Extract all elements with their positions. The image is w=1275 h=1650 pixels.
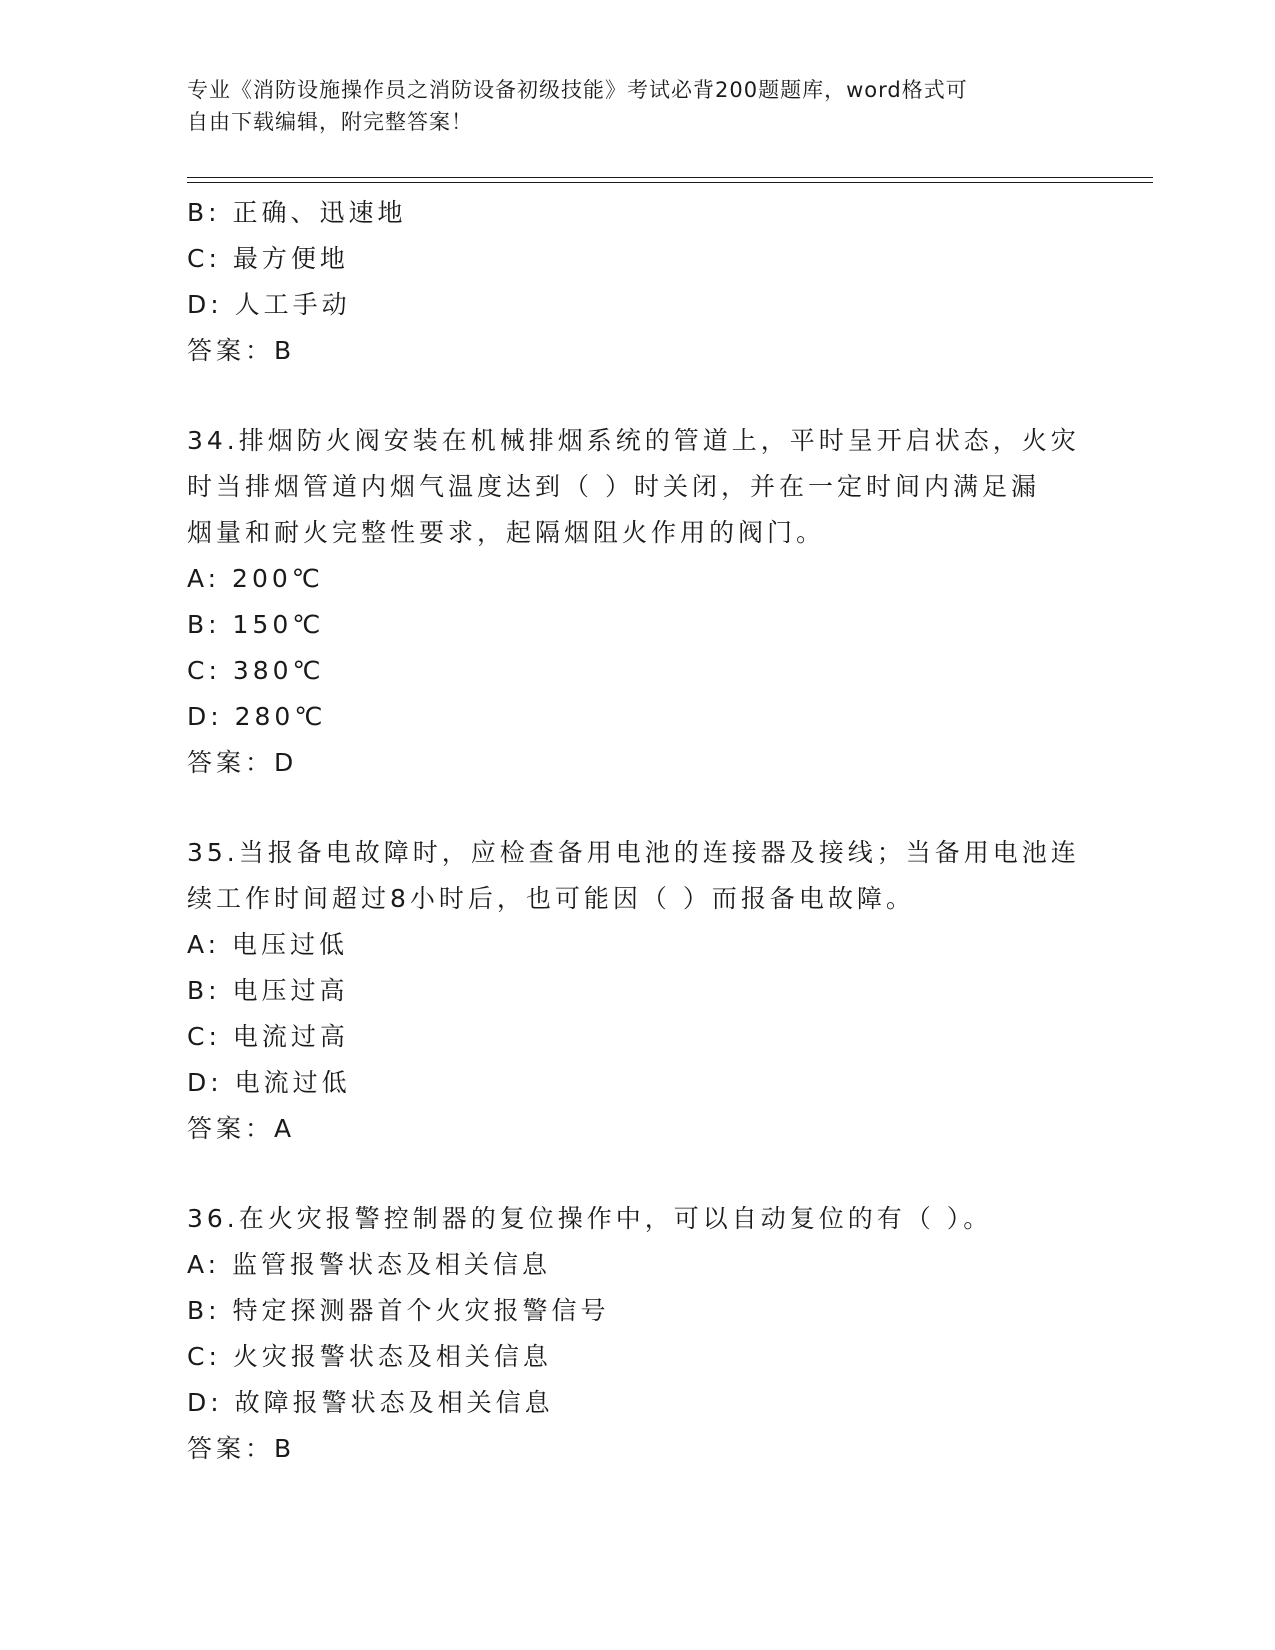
header-line-2: 自由下载编辑，附完整答案！ xyxy=(187,110,473,134)
question-stem xyxy=(187,418,1087,556)
header-rule-top xyxy=(187,177,1153,178)
answer-line: 答案：D xyxy=(187,748,298,777)
option-c: C: 电流过高 xyxy=(187,1022,349,1051)
option-d: D: 故障报警状态及相关信息 xyxy=(187,1388,554,1417)
document-header xyxy=(187,74,1087,138)
header-line-1: 专业《消防设施操作员之消防设备初级技能》考试必背200题题库，word格式可 xyxy=(187,78,968,102)
question-stem xyxy=(187,1196,1087,1242)
option-b: B: 特定探测器首个火灾报警信号 xyxy=(187,1296,610,1325)
stem-line: 续工作时间超过8小时后，也可能因（ ）而报备电故障。 xyxy=(187,884,915,913)
option-a: A: 电压过低 xyxy=(187,930,349,959)
document-body xyxy=(187,190,1087,1472)
header-rule-bottom xyxy=(187,182,1153,183)
answer-line: 答案：B xyxy=(187,336,296,365)
option-b: B: 正确、迅速地 xyxy=(187,198,407,227)
question-33-continued xyxy=(187,190,1087,374)
option-c: C: 火灾报警状态及相关信息 xyxy=(187,1342,552,1371)
option-c: C: 最方便地 xyxy=(187,244,349,273)
option-a: A: 监管报警状态及相关信息 xyxy=(187,1250,552,1279)
option-d: D: 280℃ xyxy=(187,702,327,731)
answer-line: 答案：B xyxy=(187,1434,296,1463)
stem-line: 时当排烟管道内烟气温度达到（ ）时关闭，并在一定时间内满足漏 xyxy=(187,472,1040,501)
question-36 xyxy=(187,1196,1087,1472)
option-d: D: 电流过低 xyxy=(187,1068,351,1097)
stem-line: 36.在火灾报警控制器的复位操作中，可以自动复位的有（ ）。 xyxy=(187,1204,993,1233)
question-35 xyxy=(187,830,1087,1152)
answer-line: 答案：A xyxy=(187,1114,296,1143)
stem-line: 烟量和耐火完整性要求，起隔烟阻火作用的阀门。 xyxy=(187,518,826,547)
stem-line: 35.当报备电故障时，应检查备用电池的连接器及接线；当备用电池连 xyxy=(187,838,1080,867)
option-b: B: 150℃ xyxy=(187,610,325,639)
question-34 xyxy=(187,418,1087,786)
option-d: D: 人工手动 xyxy=(187,290,351,319)
option-c: C: 380℃ xyxy=(187,656,325,685)
question-stem xyxy=(187,830,1087,922)
option-a: A: 200℃ xyxy=(187,564,324,593)
option-b: B: 电压过高 xyxy=(187,976,349,1005)
stem-line: 34.排烟防火阀安装在机械排烟系统的管道上，平时呈开启状态，火灾 xyxy=(187,426,1080,455)
